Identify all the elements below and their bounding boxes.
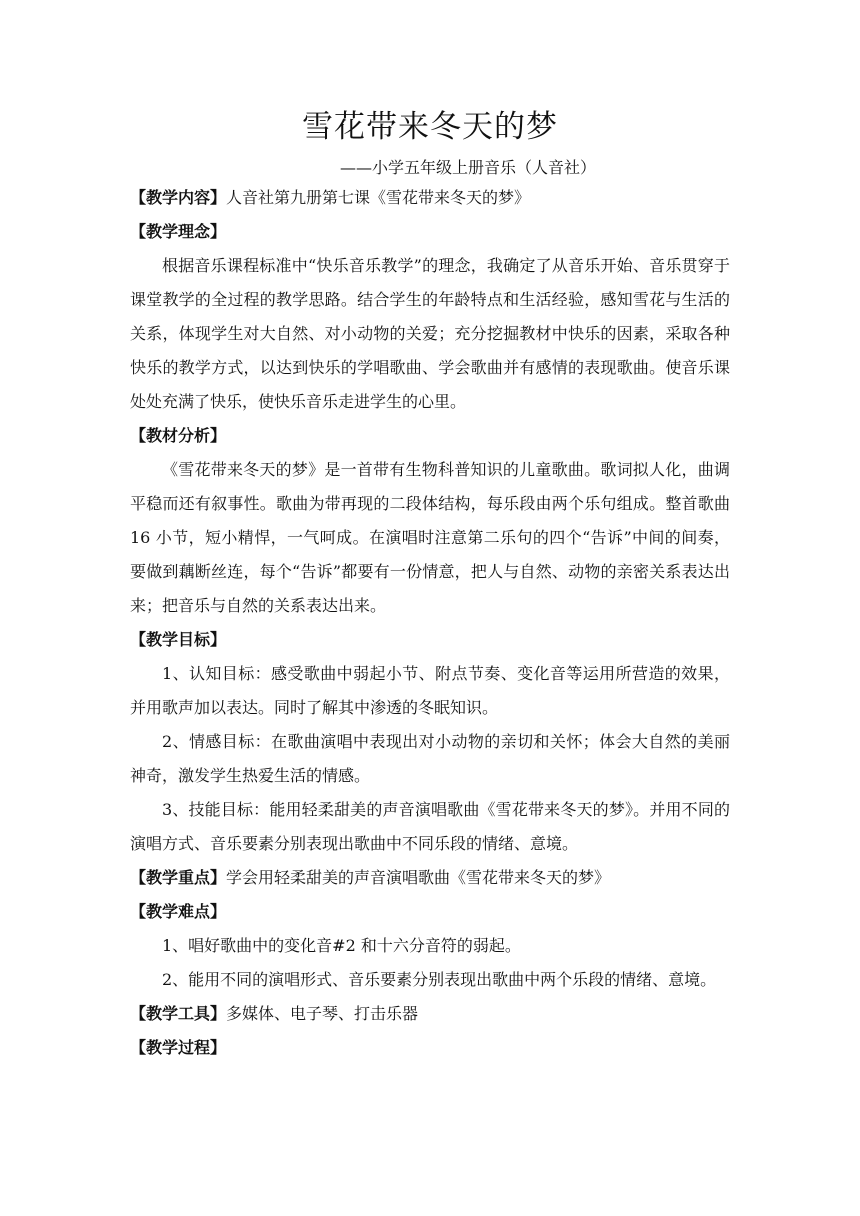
section-text-key-points: 学会用轻柔甜美的声音演唱歌曲《雪花带来冬天的梦》	[226, 868, 611, 887]
section-key-points	[130, 861, 730, 895]
section-heading-tools: 【教学工具】	[130, 1004, 227, 1023]
difficulty-item-2: 2、能用不同的演唱形式、音乐要素分别表现出歌曲中两个乐段的情绪、意境。	[162, 970, 717, 989]
section-heading-philosophy: 【教学理念】	[130, 222, 227, 241]
section-process	[130, 1031, 730, 1065]
section-text-tools: 多媒体、电子琴、打击乐器	[226, 1004, 419, 1023]
document-content	[130, 103, 730, 1065]
section-tools	[130, 997, 730, 1031]
section-text-content: 人音社第九册第七课《雪花带来冬天的梦》	[226, 188, 531, 207]
section-heading-difficulties: 【教学难点】	[130, 902, 227, 921]
difficulty-item-1: 1、唱好歌曲中的变化音#2 和十六分音符的弱起。	[162, 936, 521, 955]
section-difficulties	[130, 895, 730, 929]
section-heading-content: 【教学内容】	[130, 188, 227, 207]
goal-item-emotional: 2、情感目标：在歌曲演唱中表现出对小动物的亲切和关怀；体会大自然的美丽神奇，激发学生热爱生活的情感。	[130, 732, 730, 785]
section-heading-key-points: 【教学重点】	[130, 868, 227, 887]
document-title: 雪花带来冬天的梦	[302, 109, 558, 145]
section-heading-analysis: 【教材分析】	[130, 426, 227, 445]
paragraph-analysis: 《雪花带来冬天的梦》是一首带有生物科普知识的儿童歌曲。歌词拟人化，曲调平稳而还有叙事性。歌曲为带再现的二段体结构，每乐段由两个乐句组成。整首歌曲 16 小节，短小精悍，一气呵成。在演唱时注意第二乐句的四个“告诉”中间的间奏，要做到藕断丝连，每个“告诉”都要有一份情意，把人与自然、动物的亲密关系表达出来；把音乐与自然的关系表达出来。	[130, 460, 730, 615]
section-heading-process: 【教学过程】	[130, 1038, 227, 1057]
goal-item-skill: 3、技能目标：能用轻柔甜美的声音演唱歌曲《雪花带来冬天的梦》。并用不同的演唱方式、音乐要素分别表现出歌曲中不同乐段的情绪、意境。	[130, 800, 730, 853]
section-content	[130, 181, 730, 215]
section-goals	[130, 623, 730, 657]
section-analysis	[130, 419, 730, 453]
goal-item-cognitive: 1、认知目标：感受歌曲中弱起小节、附点节奏、变化音等运用所营造的效果，并用歌声加以表达。同时了解其中渗透的冬眠知识。	[130, 664, 730, 717]
section-heading-goals: 【教学目标】	[130, 630, 227, 649]
section-philosophy	[130, 215, 730, 249]
paragraph-philosophy: 根据音乐课程标准中“快乐音乐教学”的理念，我确定了从音乐开始、音乐贯穿于课堂教学的全过程的教学思路。结合学生的年龄特点和生活经验，感知雪花与生活的关系，体现学生对大自然、对小动物的关爱；充分挖掘教材中快乐的因素，采取各种快乐的教学方式，以达到快乐的学唱歌曲、学会歌曲并有感情的表现歌曲。使音乐课处处充满了快乐，使快乐音乐走进学生的心里。	[130, 256, 730, 411]
document-subtitle: ——小学五年级上册音乐（人音社）	[339, 158, 596, 177]
